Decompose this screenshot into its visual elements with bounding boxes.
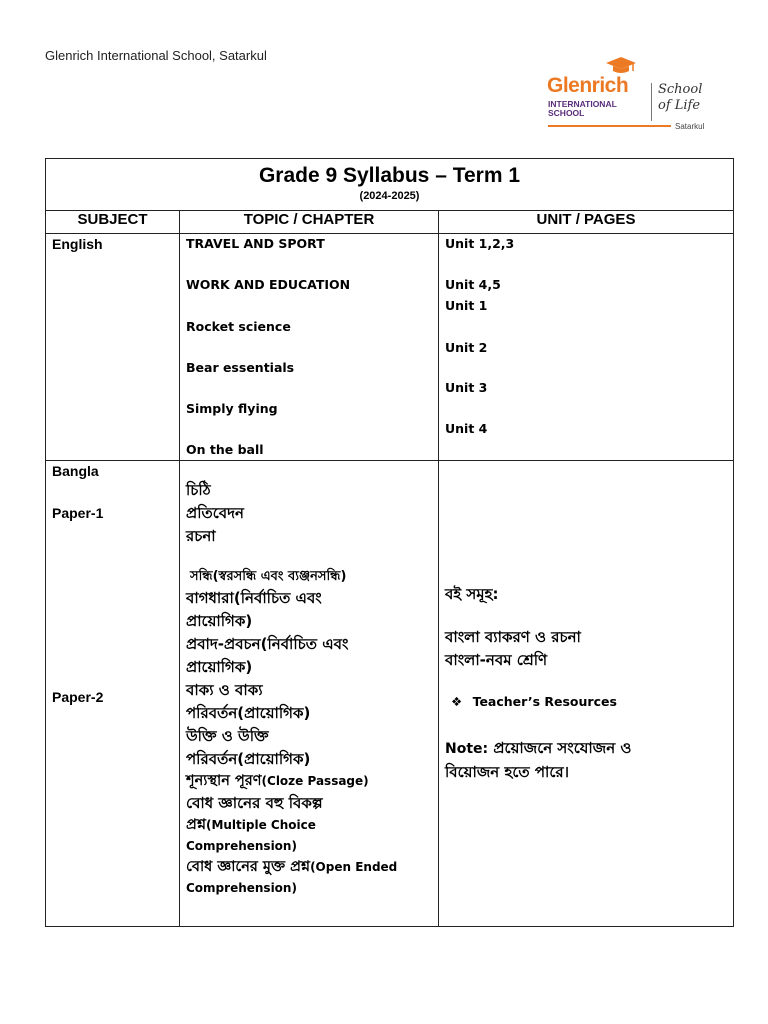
academic-year: (2024-2025) xyxy=(359,190,420,202)
diamond-bullet-icon: ❖ xyxy=(451,694,463,709)
note-block xyxy=(445,737,730,784)
topic-item-cont xyxy=(186,836,436,857)
english-units-cell xyxy=(439,234,734,461)
page-title: Grade 9 Syllabus – Term 1 xyxy=(258,164,521,187)
note-text: প্রয়োজনে সংযোজন ও xyxy=(493,739,632,757)
column-header-unit: UNIT / PAGES xyxy=(439,211,734,234)
topic-en: (Open Ended xyxy=(310,860,398,874)
topic-en: Comprehension) xyxy=(186,839,297,853)
unit-item: Unit 4 xyxy=(445,421,488,436)
syllabus-table xyxy=(45,158,734,927)
topic-item xyxy=(186,857,436,878)
topic-item-cont: পরিবর্তন(প্রায়োগিক) xyxy=(186,704,311,722)
note-label: Note: xyxy=(445,741,489,757)
paper-1-topics xyxy=(186,479,244,548)
subject-bangla: Bangla xyxy=(52,463,99,479)
logo-line2: SCHOOL xyxy=(548,108,585,118)
bangla-row xyxy=(46,461,734,927)
topic-en: (Multiple Choice xyxy=(205,818,316,832)
unit-item: Unit 1,2,3 xyxy=(445,236,515,251)
bangla-subject-cell xyxy=(46,461,180,927)
bangla-topics-cell xyxy=(180,461,439,927)
topic-item: বাগধারা(নির্বাচিত এবং xyxy=(186,589,322,607)
book-item: বাংলা ব্যাকরণ ও রচনা xyxy=(445,628,581,646)
english-topics-cell xyxy=(180,234,439,461)
logo-location: Satarkul xyxy=(675,122,705,131)
book-list xyxy=(445,626,581,672)
resources-label: Teacher’s Resources xyxy=(472,694,617,709)
english-row xyxy=(46,234,734,461)
unit-item: Unit 4,5 xyxy=(445,277,501,292)
topic-bn: প্রশ্ন xyxy=(186,817,206,833)
logo-line1: INTERNATIONAL xyxy=(548,99,617,109)
school-logo xyxy=(545,56,720,132)
topic-item: On the ball xyxy=(186,442,264,457)
topic-item: TRAVEL AND SPORT xyxy=(186,236,325,251)
resources-item xyxy=(451,694,617,709)
topic-item: চিঠি xyxy=(186,481,211,499)
topic-item: Rocket science xyxy=(186,319,291,334)
paper-2-topics xyxy=(186,566,436,899)
title-cell xyxy=(46,159,734,211)
topic-en: Comprehension) xyxy=(186,881,297,895)
book-item: বাংলা-নবম শ্রেণি xyxy=(445,651,548,669)
topic-item: রচনা xyxy=(186,527,216,545)
logo-divider xyxy=(651,83,652,121)
topic-item: উক্তি ও উক্তি xyxy=(186,727,269,745)
school-name: Glenrich International School, Satarkul xyxy=(45,48,267,63)
topic-item-cont: প্রায়োগিক) xyxy=(186,658,253,676)
topic-bn: বোধ জ্ঞানের মুক্ত প্রশ্ন xyxy=(186,859,311,875)
topic-item: Simply flying xyxy=(186,401,278,416)
topic-item: Bear essentials xyxy=(186,360,295,375)
topic-item-cont xyxy=(186,878,436,899)
topic-item: সন্ধি(স্বরসন্ধি এবং ব্যঞ্জনসন্ধি) xyxy=(190,569,347,584)
note-line xyxy=(445,737,730,761)
subject-english: English xyxy=(52,236,103,252)
paper-2-label: Paper-2 xyxy=(52,689,104,705)
paper-1-label: Paper-1 xyxy=(52,505,104,521)
topic-item: বোধ জ্ঞানের বহু বিকল্প xyxy=(186,794,323,812)
unit-item: Unit 1 xyxy=(445,298,488,313)
title-row xyxy=(46,159,734,211)
topic-item: প্রবাদ-প্রবচন(নির্বাচিত এবং xyxy=(186,635,349,653)
column-header-topic: TOPIC / CHAPTER xyxy=(180,211,439,234)
topic-item xyxy=(186,771,436,792)
tagline-line1: School xyxy=(658,82,703,97)
logo-brand: Glenrich xyxy=(547,74,629,97)
topic-item-cont: প্রায়োগিক) xyxy=(186,612,253,630)
bangla-units-cell xyxy=(439,461,734,927)
graduation-cap-icon xyxy=(605,56,637,74)
logo-underline xyxy=(548,125,671,127)
topic-item: বাক্য ও বাক্য xyxy=(186,681,263,699)
topic-bn: শূন্যস্থান পূরণ xyxy=(186,773,262,789)
books-label: বই সমূহ: xyxy=(445,585,499,603)
logo-subtitle xyxy=(548,100,617,118)
english-subject-cell xyxy=(46,234,180,461)
header-row xyxy=(46,211,734,234)
topic-item-cont: পরিবর্তন(প্রায়োগিক) xyxy=(186,750,311,768)
unit-item: Unit 2 xyxy=(445,340,488,355)
topic-item: প্রতিবেদন xyxy=(186,504,244,522)
note-line-cont: বিয়োজন হতে পারে। xyxy=(445,763,570,781)
topic-item-cont xyxy=(186,815,436,836)
column-header-subject: SUBJECT xyxy=(46,211,180,234)
unit-item: Unit 3 xyxy=(445,380,488,395)
logo-tagline xyxy=(658,82,702,114)
topic-en: (Cloze Passage) xyxy=(261,774,369,788)
topic-item: WORK AND EDUCATION xyxy=(186,277,351,292)
tagline-line2: of Life xyxy=(658,98,701,113)
